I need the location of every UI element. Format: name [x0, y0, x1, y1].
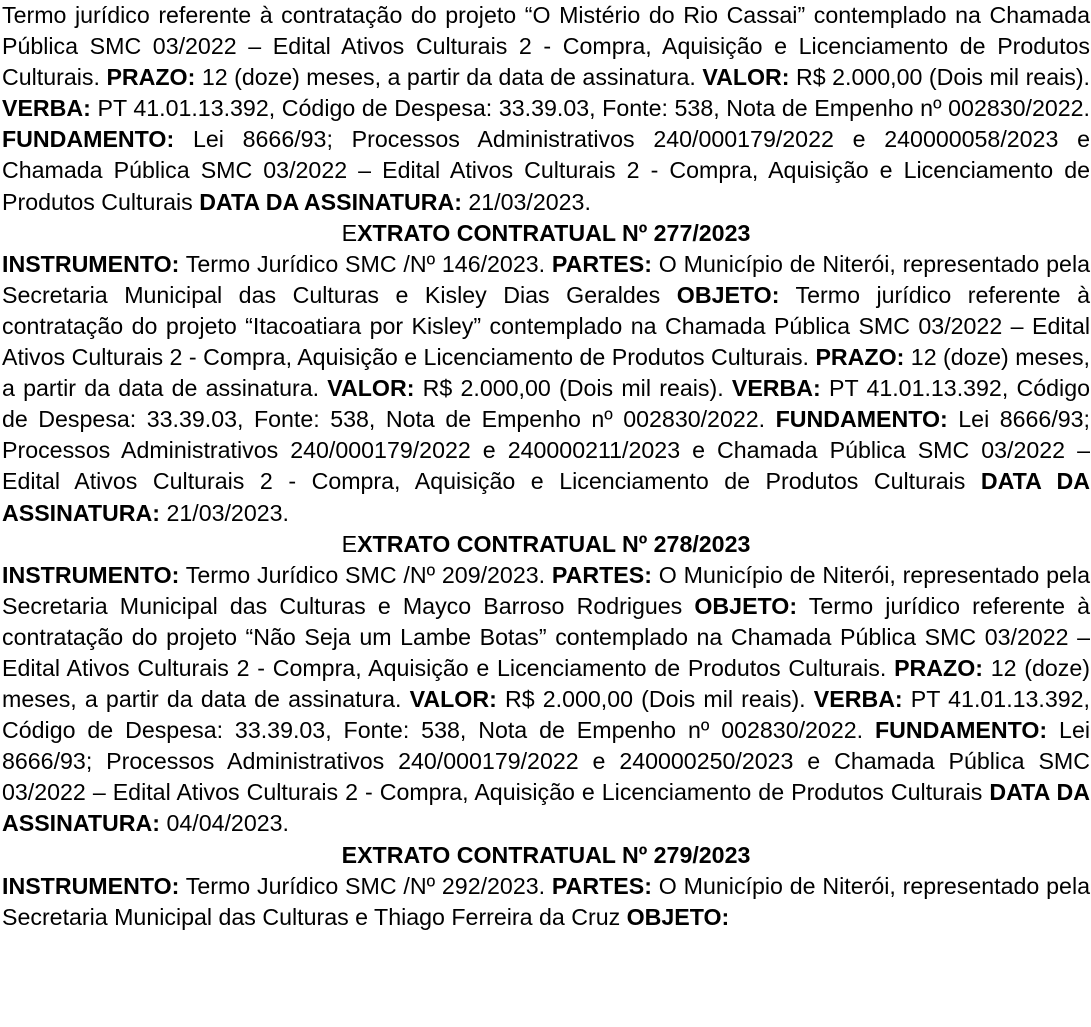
- instrumento-text: Termo Jurídico SMC /Nº 209/2023.: [179, 561, 552, 588]
- partes-text: O Município de Niterói, representado pela Secretaria Municipal das Culturas e Mayco Barroso Rodrigues: [2, 561, 1090, 619]
- heading-rest: XTRATO CONTRATUAL Nº 278/2023: [357, 530, 751, 557]
- verba-label: VERBA:: [2, 95, 91, 122]
- extrato-277-body: [2, 249, 1090, 529]
- fundamento-text: Lei 8666/93; Processos Administrativos 240/000179/2022 e 240000250/2023 e Chamada Pública SMC 03/2022 – Edital Ativos Culturais 2 - Compra, Aquisição e Licenciamento de Produtos Culturais: [2, 717, 1091, 806]
- heading-initial: E: [341, 530, 358, 557]
- instrumento-label: INSTRUMENTO:: [2, 250, 180, 277]
- heading-initial: E: [341, 219, 358, 246]
- objeto-label: OBJETO:: [694, 592, 798, 619]
- partes-text: O Município de Niterói, representado pela Secretaria Municipal das Culturas e Thiago Ferreira da Cruz: [2, 872, 1090, 930]
- prazo-label: PRAZO:: [894, 654, 983, 681]
- extrato-279-heading: EXTRATO CONTRATUAL Nº 279/2023: [341, 841, 751, 868]
- valor-label: VALOR:: [327, 375, 415, 402]
- data-assinatura-text: 04/04/2023.: [160, 810, 289, 837]
- prazo-text: 12 (doze) meses, a partir da data de assinatura.: [2, 344, 1090, 402]
- verba-text: PT 41.01.13.392, Código de Despesa: 33.39.03, Fonte: 538, Nota de Empenho nº 002830/2022.: [90, 95, 1090, 122]
- prazo-text: 12 (doze) meses, a partir da data de assinatura.: [195, 64, 703, 91]
- objeto-text: Termo jurídico referente à contratação do projeto “Não Seja um Lambe Botas” contemplado na Chamada Pública SMC 03/2022 – Edital Ativos Culturais 2 - Compra, Aquisição e Licenciamento de Produtos Culturais.: [2, 592, 1090, 681]
- fundamento-label: FUNDAMENTO:: [2, 126, 175, 153]
- partes-label: PARTES:: [551, 561, 652, 588]
- objeto-text: Termo jurídico referente à contratação do projeto “Itacoatiara por Kisley” contemplado na Chamada Pública SMC 03/2022 – Edital Ativos Culturais 2 - Compra, Aquisição e Licenciamento de Produtos Culturais.: [2, 281, 1090, 371]
- valor-text: R$ 2.000,00 (Dois mil reais).: [496, 686, 814, 713]
- objeto-label: OBJETO:: [676, 281, 780, 308]
- instrumento-text: Termo Jurídico SMC /Nº 292/2023.: [179, 872, 552, 899]
- instrumento-text: Termo Jurídico SMC /Nº 146/2023.: [179, 250, 552, 277]
- data-assinatura-text: 21/03/2023.: [160, 499, 289, 526]
- prazo-label: PRAZO:: [815, 344, 905, 371]
- partes-text: O Município de Niterói, representado pela Secretaria Municipal das Culturas e Kisley Dias Geraldes: [2, 250, 1090, 308]
- valor-label: VALOR:: [702, 64, 790, 91]
- partes-label: PARTES:: [551, 250, 652, 277]
- prazo-text: 12 (doze) meses, a partir da data de assinatura.: [2, 654, 1090, 713]
- fundamento-label: FUNDAMENTO:: [775, 406, 948, 433]
- objeto-text: Termo jurídico referente à contratação do projeto “O Mistério do Rio Cassai” contemplado na Chamada Pública SMC 03/2022 – Edital Ativos Culturais 2 - Compra, Aquisição e Licenciamento de Produtos Culturais.: [2, 2, 1090, 91]
- fundamento-text: Lei 8666/93; Processos Administrativos 240/000179/2022 e 240000211/2023 e Chamada Pública SMC 03/2022 – Edital Ativos Culturais 2 - Compra, Aquisição e Licenciamento de Produtos Culturais: [2, 406, 1090, 495]
- extrato-276-continuation: [2, 0, 1090, 218]
- verba-text: PT 41.01.13.392, Código de Despesa: 33.39.03, Fonte: 538, Nota de Empenho nº 002830/2022.: [2, 686, 1090, 744]
- verba-text: PT 41.01.13.392, Código de Despesa: 33.39.03, Fonte: 538, Nota de Empenho nº 002830/2022.: [2, 375, 1090, 433]
- verba-label: VERBA:: [813, 686, 903, 713]
- partes-label: PARTES:: [551, 872, 652, 899]
- data-assinatura-label: DATA DA ASSINATURA:: [2, 468, 1090, 526]
- extrato-278-body: [2, 560, 1090, 840]
- fundamento-label: FUNDAMENTO:: [874, 717, 1048, 744]
- objeto-label: OBJETO:: [626, 903, 730, 930]
- heading-rest: XTRATO CONTRATUAL Nº 277/2023: [357, 219, 751, 246]
- verba-label: VERBA:: [731, 375, 821, 402]
- data-assinatura-text: 21/03/2023.: [461, 188, 591, 215]
- valor-text: R$ 2.000,00 (Dois mil reais).: [789, 64, 1090, 91]
- data-assinatura-label: DATA DA ASSINATURA:: [199, 188, 462, 215]
- valor-label: VALOR:: [409, 686, 497, 713]
- valor-text: R$ 2.000,00 (Dois mil reais).: [414, 375, 732, 402]
- instrumento-label: INSTRUMENTO:: [2, 561, 180, 588]
- instrumento-label: INSTRUMENTO:: [2, 872, 180, 899]
- fundamento-text: Lei 8666/93; Processos Administrativos 240/000179/2022 e 240000058/2023 e Chamada Pública SMC 03/2022 – Edital Ativos Culturais 2 - Compra, Aquisição e Licenciamento de Produtos Culturais: [2, 126, 1090, 215]
- data-assinatura-label: DATA DA ASSINATURA:: [2, 779, 1090, 837]
- prazo-label: PRAZO:: [106, 64, 196, 91]
- extrato-277-heading: [2, 218, 1090, 249]
- extrato-278-heading: [2, 529, 1090, 560]
- extrato-279-body: [2, 871, 1090, 933]
